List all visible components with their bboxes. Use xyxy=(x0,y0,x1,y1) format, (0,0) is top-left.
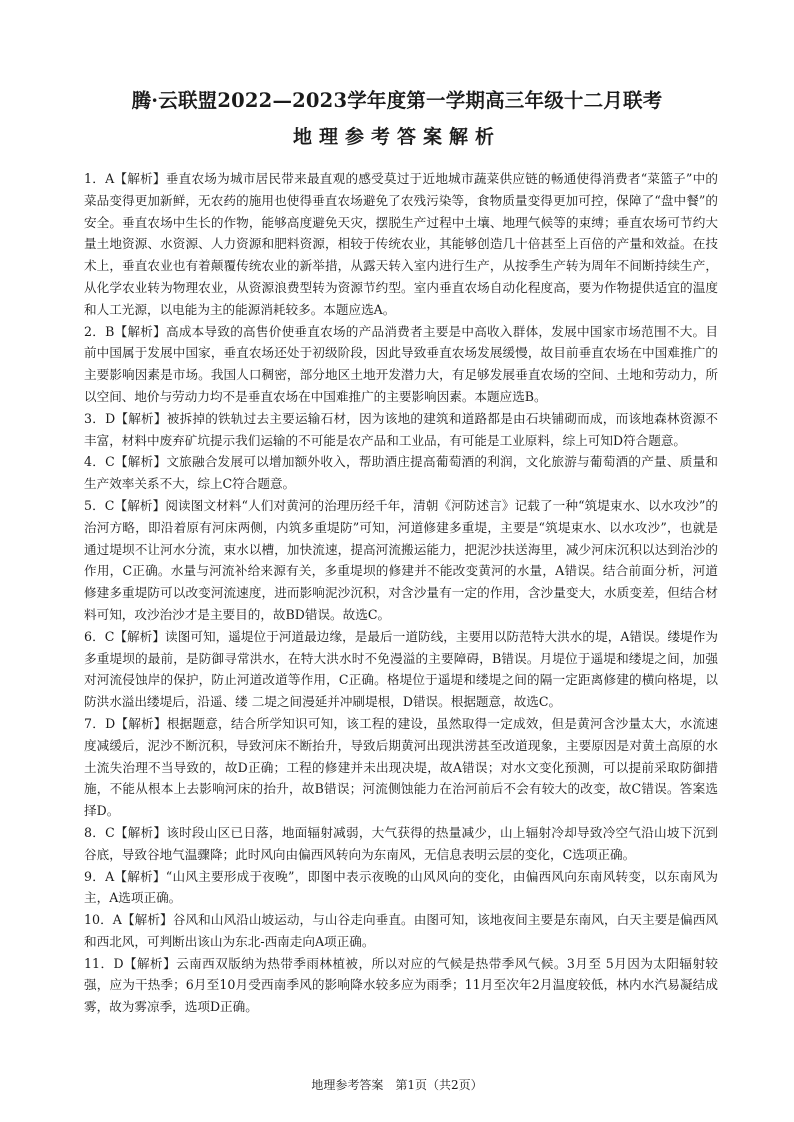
answer-label: 4．C【解析】 xyxy=(84,454,167,470)
page-header xyxy=(0,88,794,150)
answer-label: 9．A【解析】 xyxy=(84,868,166,884)
exam-title: 腾·云联盟2022—2023学年度第一学期高三年级十二月联考 xyxy=(131,89,663,112)
answer-text: 云南西双版纳为热带季雨林植被，所以对应的气候是热带季风气候。3月至 5月因为太阳辐射较强，应为干热季；6月至10月受西南季风的影响降水较多应为雨季；11月至次年2月温度较低，林内水汽易凝结成雾，故为雾凉季，选项D正确。 xyxy=(84,955,718,1015)
answer-text: 垂直农场为城市居民带来最直观的感受莫过于近地城市蔬菜供应链的畅通使得消费者“菜篮子”中的菜品变得更加新鲜，无农药的施用也使得垂直农场避免了农残污染等，食物质量变得更加可控，保障了“盘中餐”的安全。垂直农场中生长的作物，能够高度避免天灾，摆脱生产过程中土壤、地理气候等的束缚；垂直农场可节约大量土地资源、水资源、人力资源和肥料资源，相较于传统农业，其能够创造几十倍甚至上百倍的产量和效益。在技术上，垂直农业也有着颠覆传统农业的新举措，从露天转入室内进行生产，从按季生产转为周年不间断持续生产，从化学农业转为物理农业，从资源浪费型转为资源节约型。室内垂直农场自动化程度高，要为作物提供适宜的温度和人工光源，以电能为主的能源消耗较多。本题应选A。 xyxy=(84,171,718,317)
answer-label: 3．D【解析】 xyxy=(84,410,167,426)
answer-text: “山风主要形成于夜晚”，即图中表示夜晚的山风风向的变化，由偏西风向东南风转变，以东南风为主，A选项正确。 xyxy=(84,868,718,906)
answer-item-3 xyxy=(84,408,718,452)
answer-text: 该时段山区已日落，地面辐射减弱，大气获得的热量减少，山上辐射冷却导致冷空气沿山坡下沉到谷底，导致谷地气温骤降；此时风向由偏西风转向为东南风，无信息表明云层的变化，C选项正确。 xyxy=(84,824,718,862)
answer-label: 6．C【解析】 xyxy=(84,628,166,644)
answer-label: 5．C【解析】 xyxy=(84,497,166,513)
document-subtitle: 地理参考答案解析 xyxy=(292,126,501,148)
answer-text: 被拆掉的铁轨过去主要运输石材，因为该地的建筑和道路都是由石块铺砌而成，而该地森林资源不丰富，材料中废弃矿坑提示我们运输的不可能是农产品和工业品，有可能是工业原料，综上可知D符合题意。 xyxy=(84,410,719,448)
answer-item-9 xyxy=(84,866,718,910)
answer-label: 10．A【解析】 xyxy=(84,912,173,928)
answer-item-11 xyxy=(84,953,718,1018)
page-footer: 地理参考答案 第1页（共2页） xyxy=(311,1078,483,1092)
answer-text: 谷风和山风沿山坡运动，与山谷走向垂直。由图可知，该地夜间主要是东南风，白天主要是偏西风和西北风，可判断出该山为东北-西南走向A项正确。 xyxy=(84,912,719,949)
answer-item-2 xyxy=(84,321,718,408)
answer-item-5 xyxy=(84,495,718,626)
answer-item-8 xyxy=(84,822,718,866)
answer-label: 1．A【解析】 xyxy=(84,171,166,186)
answer-text: 阅读图文材料“人们对黄河的治理历经千年，清朝《河防述言》记载了一种“筑堤束水、以水攻沙”的治河方略，即沿着原有河床两侧，内筑多重堤防”可知，河道修建多重堤，主要是“筑堤束水、以水攻沙”，也就是通过堤坝不让河水分流，束水以槽，加快流速，提高河流搬运能力，把泥沙扶送海里，减少河床沉积以达到治沙的作用，C正确。水量与河流补给来源有关，多重堤坝的修建并不能改变黄河的水量，A错误。结合前面分析，河道修建多重堤防可以改变河流速度，进而影响泥沙沉积，对含沙量有一定的作用，含沙量变大，水质变差，但结合材料可知，攻沙治沙才是主要目的，故BD错误。故选C。 xyxy=(84,497,718,622)
answer-text: 根据题意，结合所学知识可知，该工程的建设，虽然取得一定成效，但是黄河含沙量太大，水流速度减缓后，泥沙不断沉积，导致河床不断抬升，导致后期黄河出现洪涝甚至改道现象，主要原因是对黄土高原的水土流失治理不当导致的，故D正确；工程的修建并未出现决堤，故A错误；对水文变化预测，可以提前采取防御措施，不能从根本上去影响河床的抬升，故B错误；河流侧蚀能力在治河前后不会有较大的改变，故C错误。答案选择D。 xyxy=(84,715,719,819)
answer-label: 11．D【解析】 xyxy=(84,955,177,971)
answer-text: 文旅融合发展可以增加额外收入，帮助酒庄提高葡萄酒的利润，文化旅游与葡萄酒的产量、质量和生产效率关系不大，综上C符合题意。 xyxy=(84,454,718,492)
answer-label: 7．D【解析】 xyxy=(84,715,167,731)
answer-text: 高成本导致的高售价使垂直农场的产品消费者主要是中高收入群体，发展中国家市场范围不大。目前中国属于发展中国家，垂直农场还处于初级阶段，因此导致垂直农场发展缓慢，故目前垂直农场在中国难推广的主要影响因素是市场。我国人口稠密，部分地区土地开发潜力大，有足够发展垂直农场的空间、土地和劳动力，所以空间、地价与劳动力均不是垂直农场在中国难推广的主要影响因素。本题应选B。 xyxy=(84,323,718,404)
answer-item-6 xyxy=(84,626,718,713)
answer-label: 2．B【解析】 xyxy=(84,323,166,339)
answer-item-10 xyxy=(84,909,718,953)
answer-text: 读图可知，遥堤位于河道最边缘，是最后一道防线，主要用以防范特大洪水的堤，A错误。缕堤作为多重堤坝的最前，是防御寻常洪水，在特大洪水时不免漫溢的主要障碍，B错误。月堤位于遥堤和缕堤之间，加强对河流侵蚀岸的保护，防止河道改道等作用，C正确。格堤位于遥堤和缕堤之间的隔一定距离修建的横向格堤，以防洪水溢出缕堤后，沿遥、缕 二堤之间漫延并冲刷堤根，D错误。根据题意，故选C。 xyxy=(84,628,718,710)
answer-item-4 xyxy=(84,451,718,495)
answer-label: 8．C【解析】 xyxy=(84,824,167,840)
answer-list xyxy=(84,168,718,1018)
answer-item-1 xyxy=(84,168,718,321)
answer-item-7 xyxy=(84,713,718,822)
